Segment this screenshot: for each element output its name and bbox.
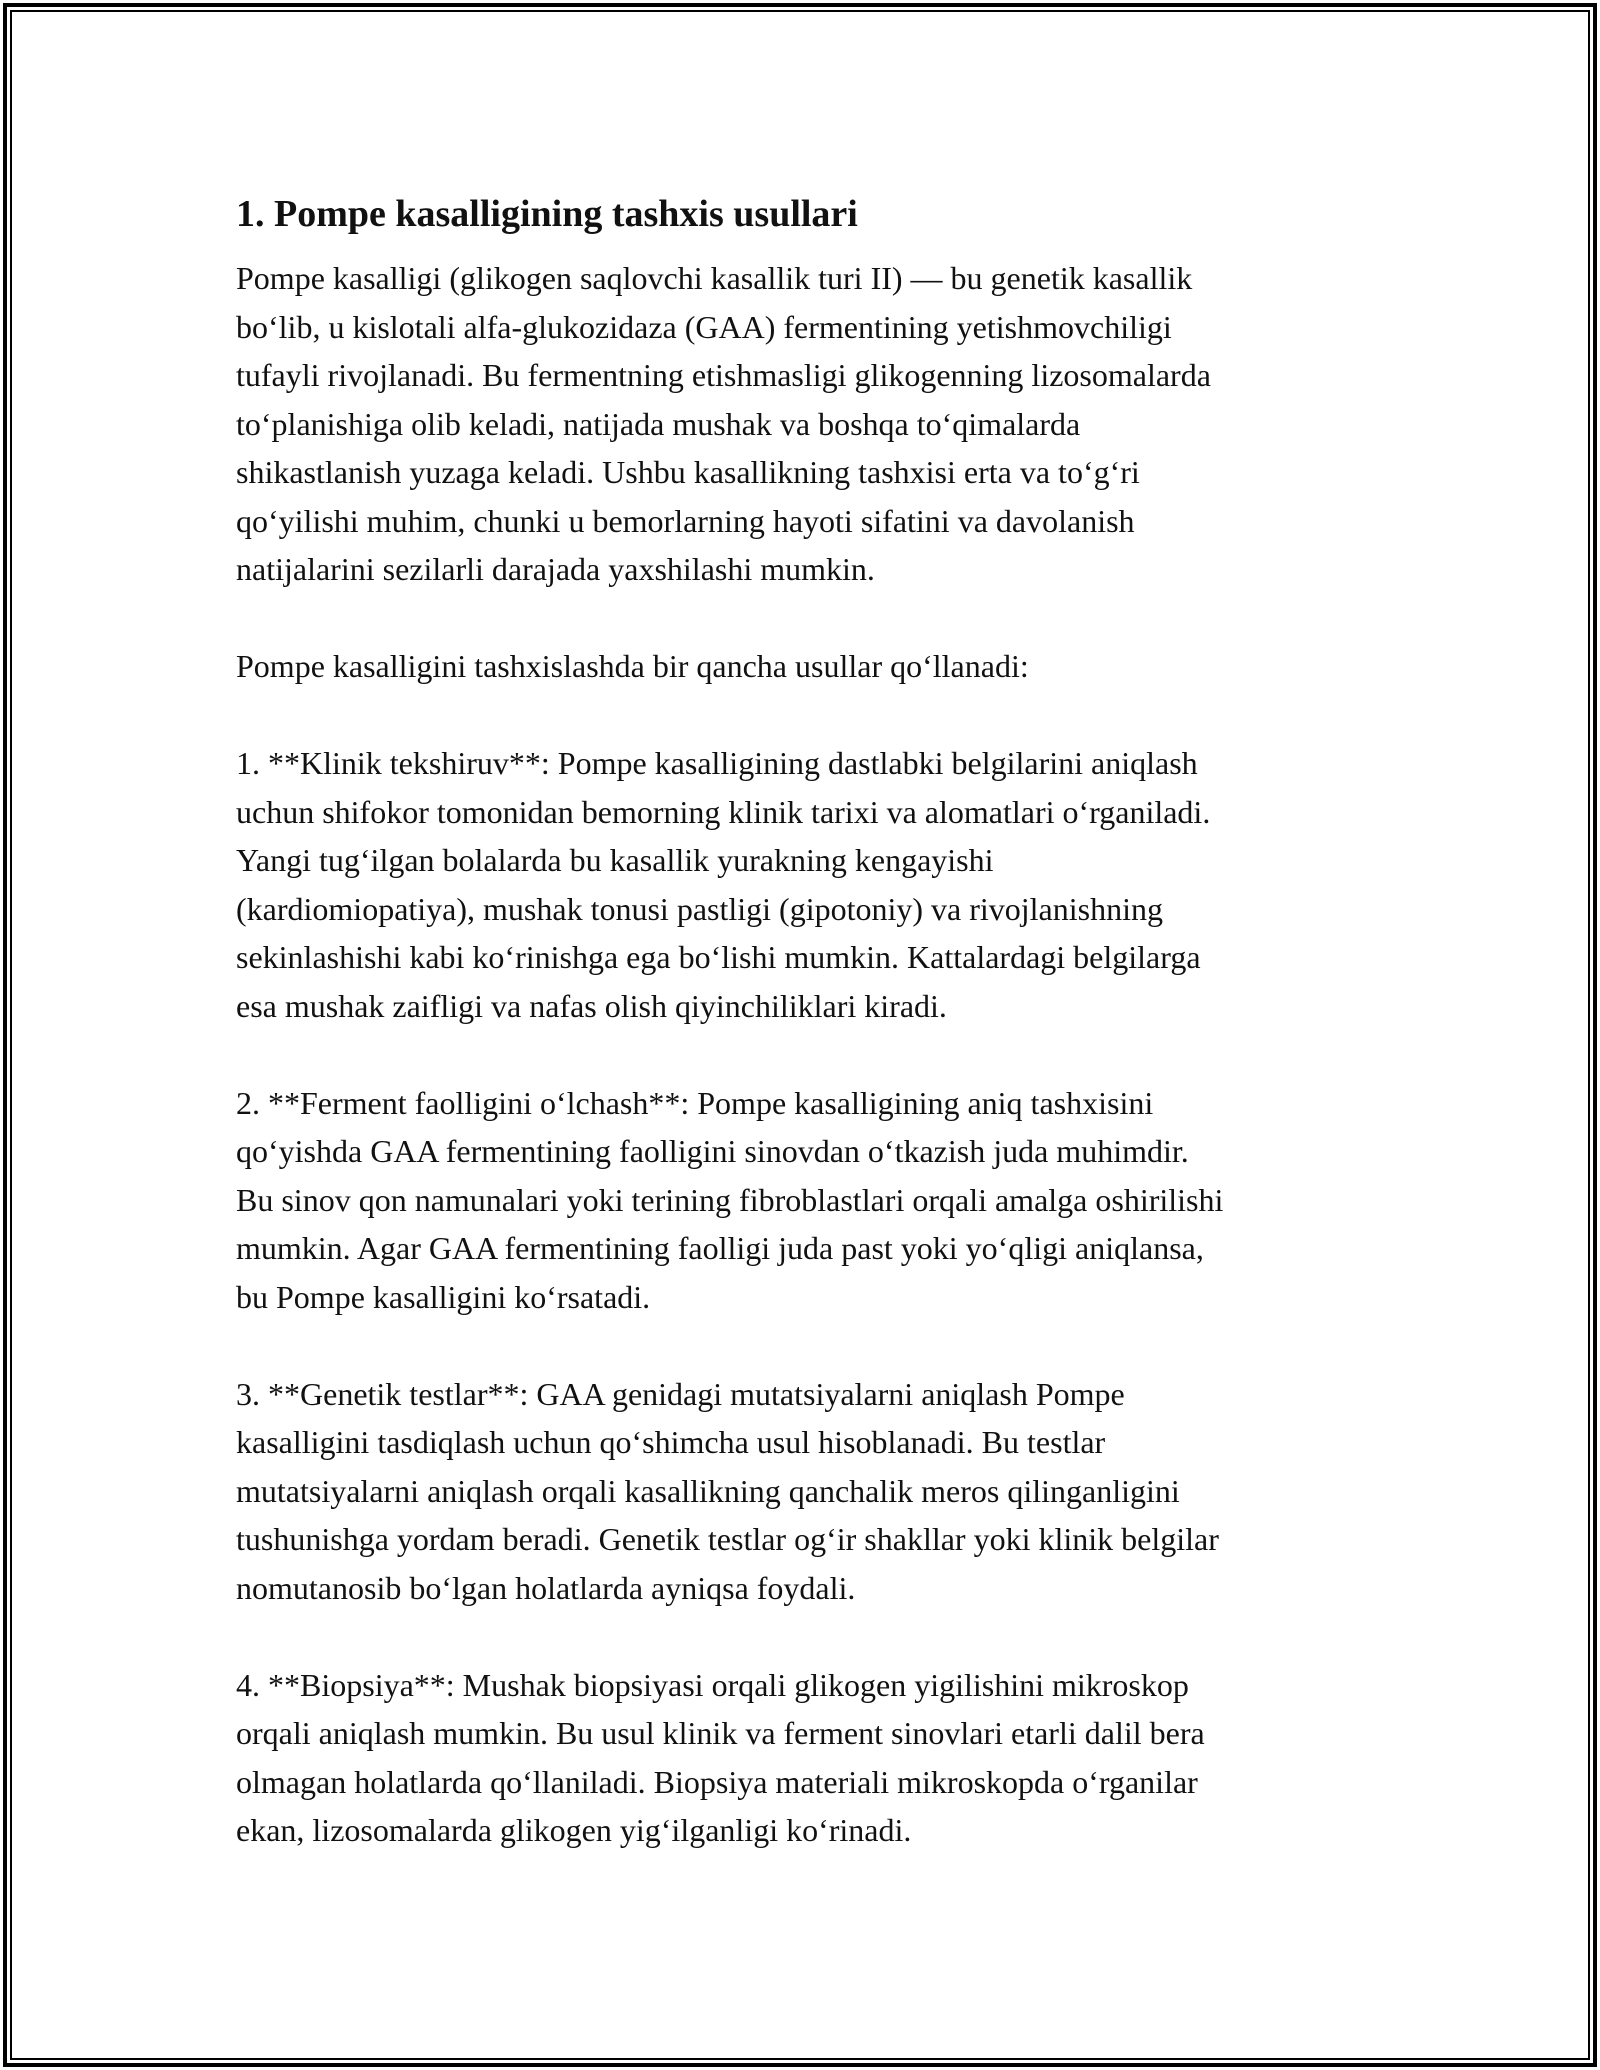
text-line: kasalligini tasdiqlash uchun qo‘shimcha usul hisoblanadi. Bu testlar — [236, 1424, 1106, 1460]
text-line: mutatsiyalarni aniqlash orqali kasallikning qanchalik meros qilinganligini — [236, 1472, 1180, 1509]
text-line: mumkin. Agar GAA fermentining faolligi juda past yoki yo‘qligi aniqlansa, — [236, 1230, 1204, 1266]
text-line: bu Pompe kasalligini ko‘rsatadi. — [236, 1278, 651, 1315]
text-line: (kardiomiopatiya), mushak tonusi pastligi (gipotoniy) va rivojlanishning — [236, 890, 1163, 927]
text-line: sekinlashishi kabi ko‘rinishga ega bo‘lishi mumkin. Kattalardagi belgilarga — [236, 939, 1201, 975]
text-line: Bu sinov qon namunalari yoki terining fibroblastlari orqali amalga oshirilishi — [236, 1181, 1224, 1218]
text-line: Pompe kasalligi (glikogen saqlovchi kasallik turi II) — bu genetik kasallik — [236, 260, 1193, 296]
text-line: orqali aniqlash mumkin. Bu usul klinik va ferment sinovlari etarli dalil bera — [236, 1715, 1205, 1751]
text-line: ekan, lizosomalarda glikogen yig‘ilganligi ko‘rinadi. — [236, 1812, 912, 1848]
text-line: natijalarini sezilarli darajada yaxshilashi mumkin. — [236, 551, 875, 587]
document-body — [236, 186, 1376, 1855]
text-line: tushunishga yordam beradi. Genetik testlar og‘ir shakllar yoki klinik belgilar — [236, 1521, 1219, 1557]
text-line: qo‘yishda GAA fermentining faolligini sinovdan o‘tkazish juda muhimdir. — [236, 1133, 1189, 1169]
text-line: 3. **Genetik testlar**: GAA genidagi mutatsiyalarni aniqlash Pompe — [236, 1375, 1125, 1412]
section-heading: 1. Pompe kasalligining tashxis usullari — [236, 193, 858, 235]
text-line: 1. **Klinik tekshiruv**: Pompe kasalligining dastlabki belgilarini aniqlash — [236, 745, 1198, 781]
enzyme-activity-paragraph — [236, 1079, 1376, 1322]
text-line: Pompe kasalligini tashxislashda bir qancha usullar qo‘llanadi: — [236, 648, 1029, 684]
text-line: qo‘yilishi muhim, chunki u bemorlarning hayoti sifatini va davolanish — [236, 502, 1135, 539]
text-line: esa mushak zaifligi va nafas olish qiyinchiliklari kiradi. — [236, 987, 947, 1024]
text-line: olmagan holatlarda qo‘llaniladi. Biopsiya materiali mikroskopda o‘rganilar — [236, 1763, 1198, 1800]
genetic-tests-paragraph — [236, 1370, 1376, 1613]
text-line: 4. **Biopsiya**: Mushak biopsiyasi orqali glikogen yigilishini mikroskop — [236, 1666, 1189, 1703]
methods-lead-paragraph — [236, 642, 1376, 691]
biopsy-paragraph — [236, 1661, 1376, 1855]
text-line: Yangi tug‘ilgan bolalarda bu kasallik yurakning kengayishi — [236, 842, 994, 878]
text-line: to‘planishiga olib keladi, natijada mushak va boshqa to‘qimalarda — [236, 405, 1081, 442]
intro-paragraph — [236, 254, 1376, 594]
text-line: uchun shifokor tomonidan bemorning klinik tarixi va alomatlari o‘rganiladi. — [236, 793, 1211, 830]
text-line: bo‘lib, u kislotali alfa-glukozidaza (GAA) fermentining yetishmovchiligi — [236, 308, 1172, 345]
text-line: tufayli rivojlanadi. Bu fermentning etishmasligi glikogenning lizosomalarda — [236, 357, 1211, 393]
text-line: nomutanosib bo‘lgan holatlarda ayniqsa foydali. — [236, 1569, 856, 1606]
text-line: 2. **Ferment faolligini o‘lchash**: Pompe kasalligining aniq tashxisini — [236, 1084, 1154, 1121]
text-line: shikastlanish yuzaga keladi. Ushbu kasallikning tashxisi erta va to‘g‘ri — [236, 454, 1140, 490]
clinical-exam-paragraph — [236, 739, 1376, 1030]
